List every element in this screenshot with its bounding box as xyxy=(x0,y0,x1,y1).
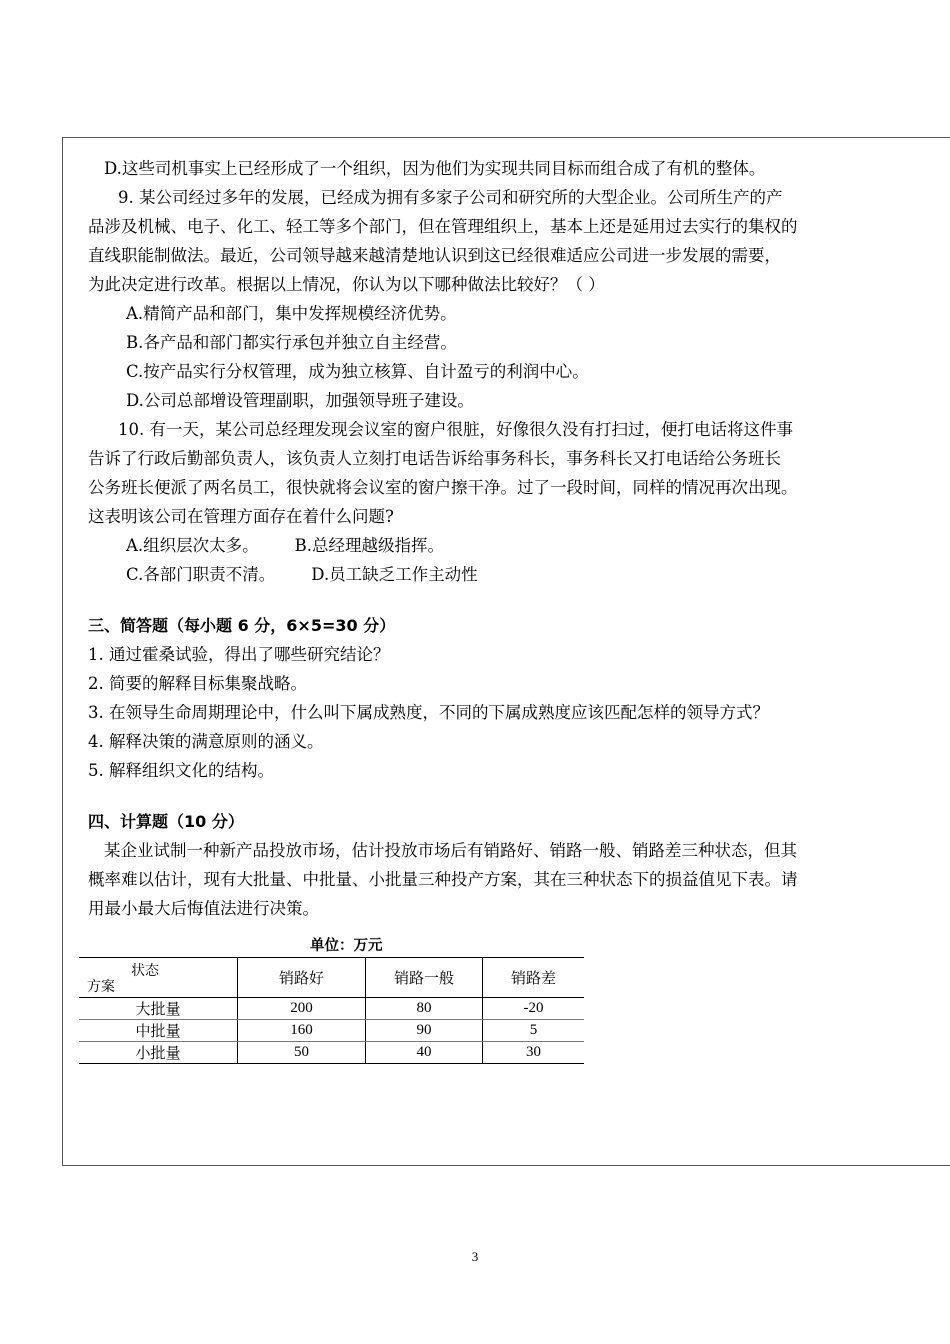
q10-options-ab xyxy=(88,531,888,560)
q10-option-c: C.各部门职责不清。 xyxy=(126,565,276,584)
table-cell: 200 xyxy=(238,998,366,1020)
q10-line: 这表明该公司在管理方面存在着什么问题? xyxy=(88,507,394,526)
table-cell: 80 xyxy=(366,998,483,1020)
table-row xyxy=(79,1042,584,1064)
section3-heading: 三、简答题（每小题 6 分，6×5=30 分） xyxy=(88,616,396,635)
q9-option-b: B.各产品和部门都实行承包并独立自主经营。 xyxy=(126,333,457,352)
table-cell: 160 xyxy=(238,1020,366,1042)
q10-option-b: B.总经理越级指挥。 xyxy=(294,536,445,555)
q10-option-a: A.组织层次太多。 xyxy=(126,536,259,555)
table-unit-label: 单位：万元 xyxy=(310,938,383,954)
table-row xyxy=(79,998,584,1020)
q9-line: 直线职能制做法。最近，公司领导越来越清楚地认识到这已经很难适应公司进一步发展的需要， xyxy=(88,246,781,265)
q10-line: 10. 有一天，某公司总经理发现会议室的窗户很脏，好像很久没有打扫过，便打电话将这件事 xyxy=(118,420,793,439)
calc-question-line: 用最小最大后悔值法进行决策。 xyxy=(88,899,319,918)
short-answer-item: 3. 在领导生命周期理论中，什么叫下属成熟度，不同的下属成熟度应该匹配怎样的领导方式？ xyxy=(88,703,769,722)
q10-option-d: D.员工缺乏工作主动性 xyxy=(311,565,478,584)
calc-question-line: 概率难以估计，现有大批量、中批量、小批量三种投产方案，其在三种状态下的损益值见下表。请 xyxy=(88,870,798,889)
calc-question-line: 某企业试制一种新产品投放市场，估计投放市场后有销路好、销路一般、销路差三种状态，但其 xyxy=(104,841,797,860)
table-cell: 50 xyxy=(238,1042,366,1064)
q9-line: 品涉及机械、电子、化工、轻工等多个部门，但在管理组织上，基本上还是延用过去实行的集权的 xyxy=(88,217,798,236)
row-label: 大批量 xyxy=(79,998,238,1020)
section4-heading: 四、计算题（10 分） xyxy=(88,812,244,831)
q9-option-a: A.精简产品和部门，集中发挥规模经济优势。 xyxy=(126,304,457,323)
short-answer-item: 4. 解释决策的满意原则的涵义。 xyxy=(88,732,324,751)
exam-content xyxy=(88,154,888,923)
short-answer-item: 2. 简要的解释目标集聚战略。 xyxy=(88,674,307,693)
row-label: 小批量 xyxy=(79,1042,238,1064)
q10-line: 告诉了行政后勤部负责人，该负责人立刻打电话告诉给事务科长，事务科长又打电话给公务班长 xyxy=(88,449,781,468)
table-cell: 40 xyxy=(366,1042,483,1064)
table-cell: 5 xyxy=(483,1020,585,1042)
table-corner-cell xyxy=(79,958,238,998)
table-cell: 30 xyxy=(483,1042,585,1064)
table-row xyxy=(79,1020,584,1042)
q9-line: 9. 某公司经过多年的发展，已经成为拥有多家子公司和研究所的大型企业。公司所生产的产 xyxy=(118,188,783,207)
column-header: 销路差 xyxy=(483,958,585,998)
table-cell: 90 xyxy=(366,1020,483,1042)
q9-line: 为此决定进行改革。根据以上情况，你认为以下哪种做法比较好？（ ） xyxy=(88,275,605,294)
row-label: 中批量 xyxy=(79,1020,238,1042)
corner-state-label: 状态 xyxy=(131,963,159,979)
column-header: 销路一般 xyxy=(366,958,483,998)
q9-option-d: D.公司总部增设管理副职，加强领导班子建设。 xyxy=(126,391,474,410)
q10-line: 公务班长便派了两名员工，很快就将会议室的窗户擦干净。过了一段时间，同样的情况再次出现。 xyxy=(88,478,798,497)
corner-plan-label: 方案 xyxy=(87,979,115,995)
column-header: 销路好 xyxy=(238,958,366,998)
q9-option-c: C.按产品实行分权管理，成为独立核算、自计盈亏的利润中心。 xyxy=(126,362,589,381)
q8-option-d: D.这些司机事实上已经形成了一个组织，因为他们为实现共同目标而组合成了有机的整体。 xyxy=(104,159,766,178)
q10-options-cd xyxy=(88,560,888,589)
short-answer-item: 5. 解释组织文化的结构。 xyxy=(88,761,274,780)
page-number: 3 xyxy=(471,1249,479,1264)
table-header-row xyxy=(79,958,584,998)
payoff-table xyxy=(79,957,584,1064)
table-cell: -20 xyxy=(483,998,585,1020)
short-answer-item: 1. 通过霍桑试验，得出了哪些研究结论？ xyxy=(88,645,390,664)
